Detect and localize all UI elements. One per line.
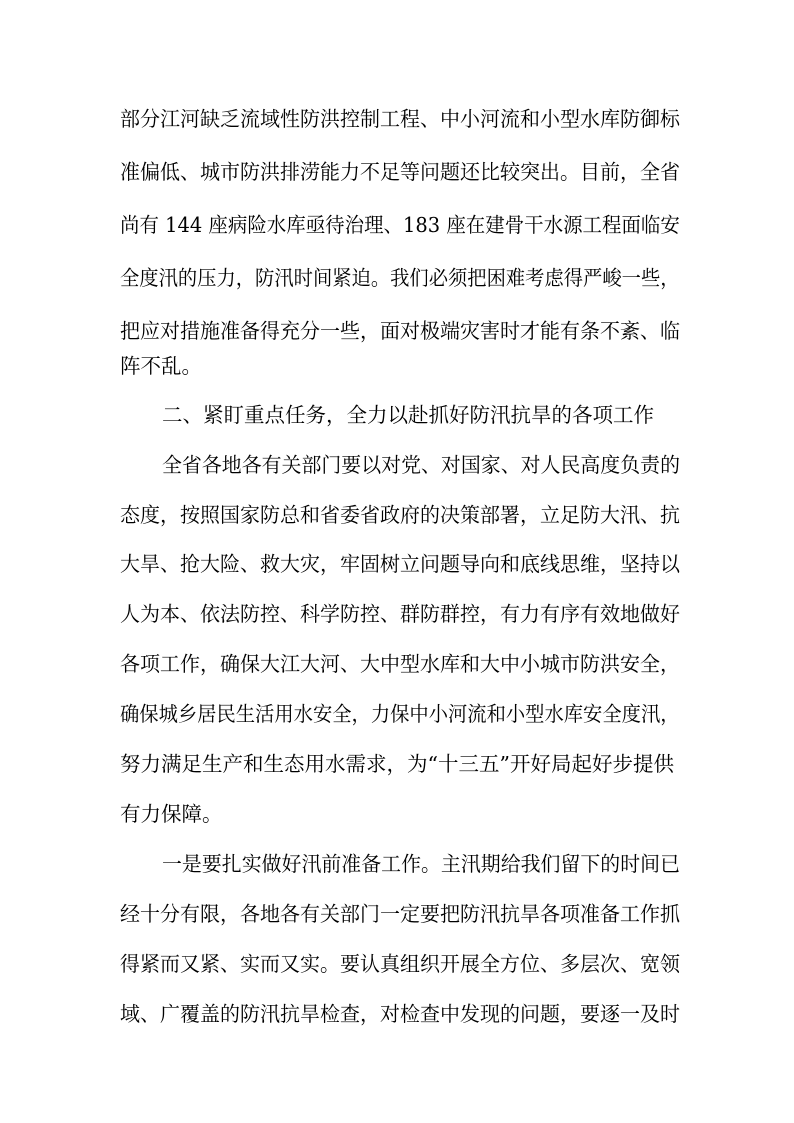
text-line: 部分江河缺乏流域性防洪控制工程、中小河流和小型水库防御标: [120, 107, 680, 131]
text-line: 准偏低、城市防洪排涝能力不足等问题还比较突出。目前，全省: [120, 160, 680, 184]
section-heading: 二、紧盯重点任务，全力以赴抓好防汛抗旱的各项工作: [162, 403, 654, 427]
text-line: 大旱、抢大险、救大灾，牢固树立问题导向和底线思维，坚持以: [120, 552, 680, 576]
text-line: 一是要扎实做好汛前准备工作。主汛期给我们留下的时间已: [162, 852, 680, 876]
text-line: 得紧而又紧、实而又实。要认真组织开展全方位、多层次、宽领: [120, 952, 680, 976]
text-line: 确保城乡居民生活用水安全，力保中小河流和小型水库安全度汛，: [120, 702, 680, 726]
text-line: 域、广覆盖的防汛抗旱检查，对检查中发现的问题，要逐一及时: [120, 1002, 680, 1026]
text-line: 各项工作，确保大江大河、大中型水库和大中小城市防洪安全，: [120, 652, 680, 676]
text-line: 尚有 144 座病险水库亟待治理、183 座在建骨干水源工程面临安: [120, 213, 680, 237]
text-line: 经十分有限，各地各有关部门一定要把防汛抗旱各项准备工作抓: [120, 902, 680, 926]
text-line: 全度汛的压力，防汛时间紧迫。我们必须把困难考虑得严峻一些，: [120, 266, 680, 290]
text-line: 态度，按照国家防总和省委省政府的决策部署，立足防大汛、抗: [120, 503, 680, 527]
text-line: 努力满足生产和生态用水需求，为“十三五”开好局起好步提供: [120, 752, 674, 776]
text-line: 把应对措施准备得充分一些，面对极端灾害时才能有条不紊、临: [120, 319, 680, 343]
text-line: 全省各地各有关部门要以对党、对国家、对人民高度负责的: [162, 453, 680, 477]
text-line: 人为本、依法防控、科学防控、群防群控，有力有序有效地做好: [120, 602, 680, 626]
text-line: 阵不乱。: [120, 354, 202, 378]
text-line: 有力保障。: [120, 802, 223, 826]
